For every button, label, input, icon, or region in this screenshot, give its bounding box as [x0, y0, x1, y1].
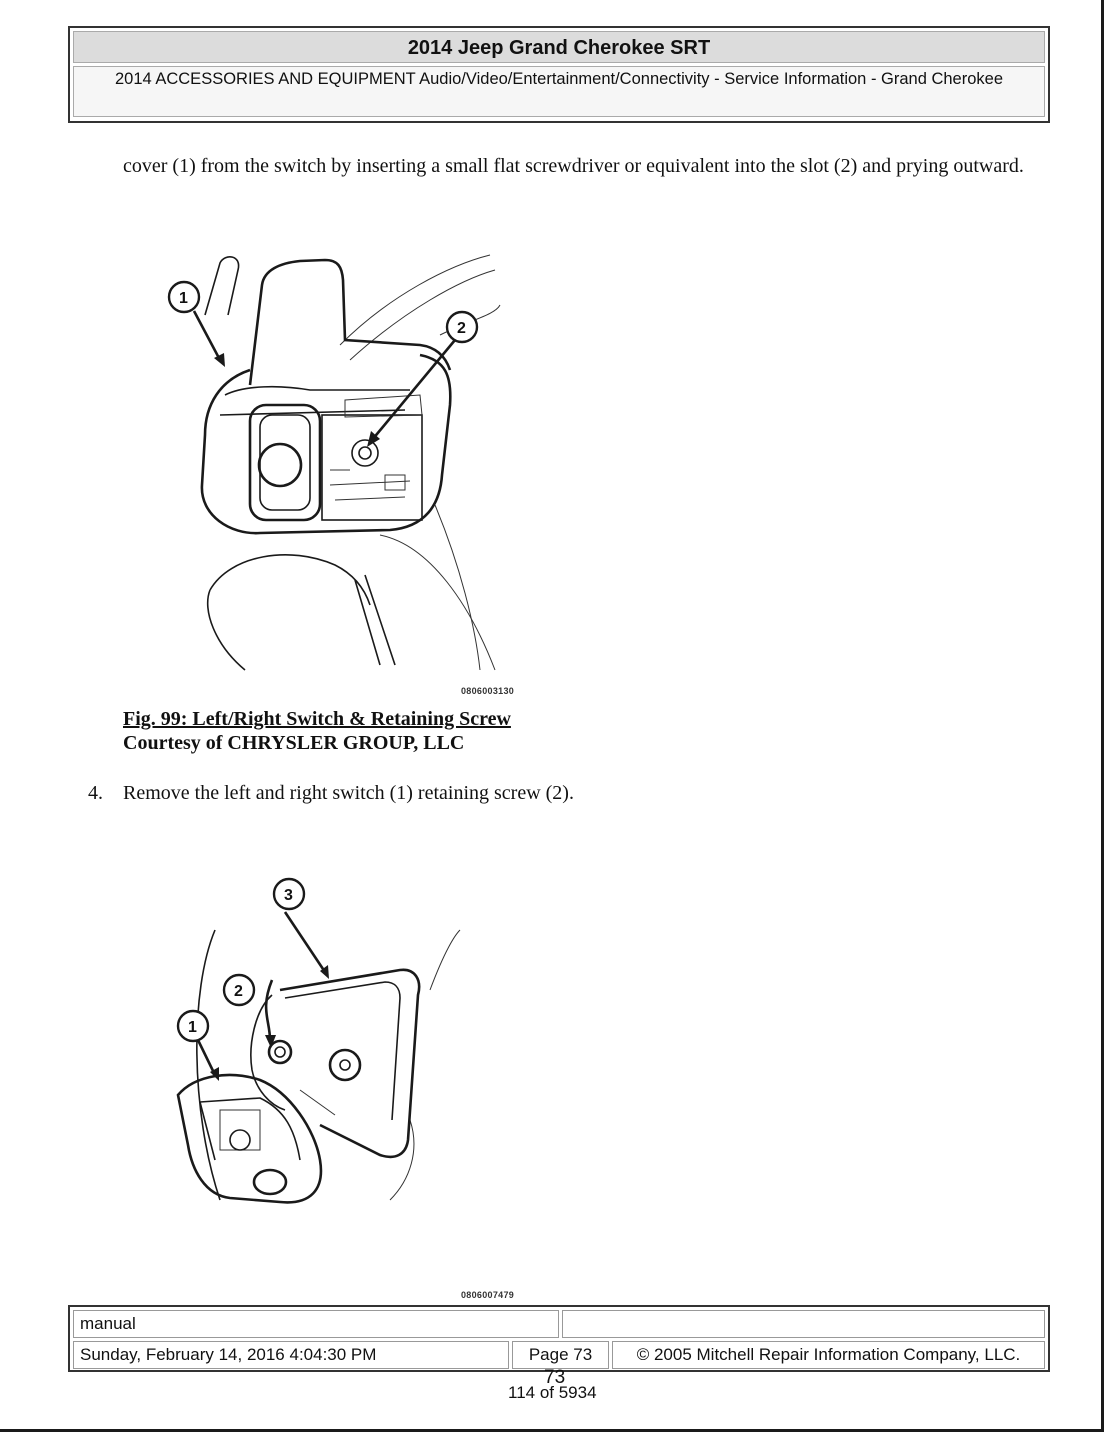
footer-page-label: Page 73 [512, 1341, 609, 1369]
svg-text:2: 2 [457, 320, 466, 337]
svg-text:1: 1 [188, 1019, 197, 1036]
svg-text:1: 1 [179, 290, 188, 307]
svg-text:2: 2 [234, 983, 243, 1000]
footer-datetime: Sunday, February 14, 2016 4:04:30 PM [73, 1341, 509, 1369]
figure1-caption [123, 707, 511, 755]
footer-source: manual [73, 1310, 559, 1338]
figure1-title: Fig. 99: Left/Right Switch & Retaining Screw [123, 708, 511, 730]
figure-switch-cover [150, 245, 530, 675]
figure2-code: 0806007479 [461, 1290, 515, 1300]
step-text: Remove the left and right switch (1) retaining screw (2). [123, 782, 574, 804]
figure1-courtesy: Courtesy of CHRYSLER GROUP, LLC [123, 732, 465, 754]
page-of-total: 114 of 5934 [508, 1383, 597, 1402]
callout-1 [169, 282, 199, 312]
callout-1 [178, 1011, 208, 1041]
callout-2 [224, 975, 254, 1005]
figure-retaining-screw [160, 870, 480, 1210]
callout-3 [274, 879, 304, 909]
document-header [68, 26, 1050, 123]
document-footer [68, 1305, 1050, 1372]
intro-paragraph: cover (1) from the switch by inserting a small flat screwdriver or equivalent into the slot (2) and prying outward. [123, 155, 1024, 177]
header-subtitle: 2014 ACCESSORIES AND EQUIPMENT Audio/Video/Entertainment/Connectivity - Service Information - Grand Cherokee [73, 66, 1045, 117]
figure1-code: 0806003130 [461, 686, 515, 696]
step-4 [88, 781, 988, 805]
footer-empty-cell [562, 1310, 1045, 1338]
step-number: 4. [88, 782, 103, 804]
header-title: 2014 Jeep Grand Cherokee SRT [73, 31, 1045, 63]
svg-text:3: 3 [284, 887, 293, 904]
footer-copyright: © 2005 Mitchell Repair Information Company, LLC. [612, 1341, 1045, 1369]
callout-2 [447, 312, 477, 342]
page-number: 73 [544, 1367, 566, 1388]
